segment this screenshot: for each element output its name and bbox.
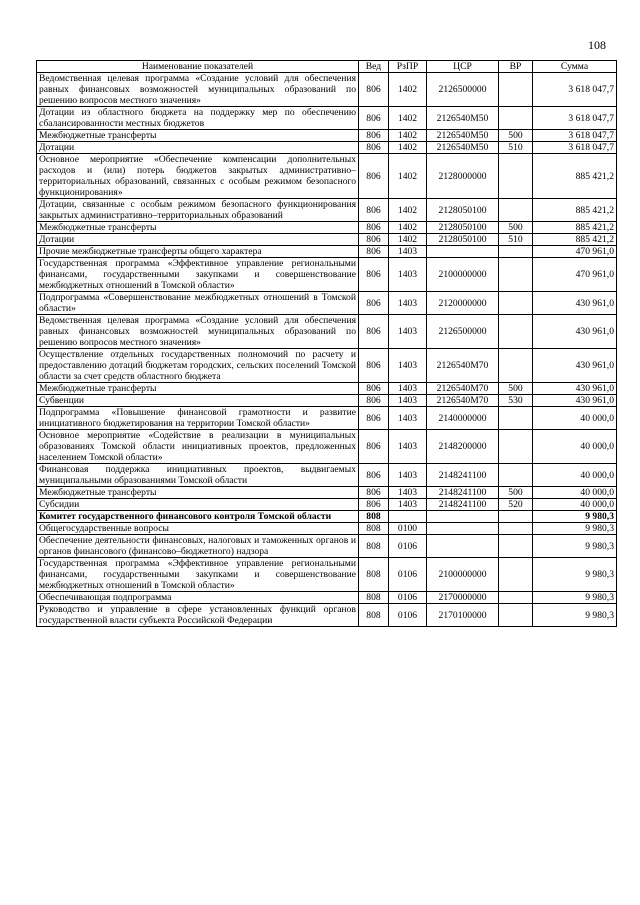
table-header-row — [37, 61, 617, 73]
cell-csr: 2128050100 — [427, 222, 499, 234]
cell-rzpr: 1402 — [389, 222, 427, 234]
cell-ved: 806 — [359, 234, 389, 246]
cell-vr — [499, 292, 533, 315]
cell-csr: 2148241100 — [427, 487, 499, 499]
cell-rzpr: 0106 — [389, 535, 427, 558]
cell-sum: 470 961,0 — [533, 258, 617, 292]
cell-name: Межбюджетные трансферты — [37, 487, 359, 499]
table-row — [37, 73, 617, 107]
cell-name: Ведомственная целевая программа «Создание условий для обеспечения равных финансовых возможностей муниципальных образований по решению вопросов местного значения» — [37, 315, 359, 349]
cell-vr — [499, 464, 533, 487]
table-row — [37, 499, 617, 511]
table-row — [37, 199, 617, 222]
cell-vr — [499, 154, 533, 199]
cell-ved: 808 — [359, 511, 389, 523]
table-row — [37, 511, 617, 523]
cell-csr: 2126540М50 — [427, 130, 499, 142]
cell-rzpr: 1403 — [389, 487, 427, 499]
cell-vr — [499, 523, 533, 535]
table-row — [37, 246, 617, 258]
cell-name: Основное мероприятие «Содействие в реализации в муниципальных образованиях Томской области инициативных проектов, предложенных населением Томской области» — [37, 430, 359, 464]
cell-sum: 9 980,3 — [533, 535, 617, 558]
cell-csr: 2126540М50 — [427, 142, 499, 154]
cell-sum: 9 980,3 — [533, 558, 617, 592]
cell-name: Руководство и управление в сфере установленных функций органов государственной власти субъекта Российской Федерации — [37, 604, 359, 627]
cell-sum: 3 618 047,7 — [533, 130, 617, 142]
cell-name: Ведомственная целевая программа «Создание условий для обеспечения равных финансовых возможностей муниципальных образований по решению вопросов местного значения» — [37, 73, 359, 107]
cell-sum: 3 618 047,7 — [533, 142, 617, 154]
cell-rzpr: 1402 — [389, 154, 427, 199]
table-row — [37, 604, 617, 627]
cell-rzpr: 1402 — [389, 107, 427, 130]
cell-vr — [499, 349, 533, 383]
cell-ved: 806 — [359, 499, 389, 511]
cell-ved: 808 — [359, 523, 389, 535]
table-row — [37, 234, 617, 246]
cell-sum: 430 961,0 — [533, 349, 617, 383]
cell-name: Комитет государственного финансового контроля Томской области — [37, 511, 359, 523]
cell-ved: 808 — [359, 535, 389, 558]
header-name: Наименование показателей — [37, 61, 359, 73]
cell-rzpr: 1403 — [389, 430, 427, 464]
table-row — [37, 464, 617, 487]
cell-ved: 806 — [359, 73, 389, 107]
cell-ved: 808 — [359, 558, 389, 592]
cell-ved: 806 — [359, 107, 389, 130]
cell-csr: 2170000000 — [427, 592, 499, 604]
cell-sum: 430 961,0 — [533, 315, 617, 349]
cell-vr: 530 — [499, 395, 533, 407]
cell-vr — [499, 407, 533, 430]
table-row — [37, 258, 617, 292]
cell-sum: 885 421,2 — [533, 222, 617, 234]
header-sum: Сумма — [533, 61, 617, 73]
cell-rzpr: 1403 — [389, 407, 427, 430]
cell-ved: 806 — [359, 407, 389, 430]
cell-rzpr: 1403 — [389, 499, 427, 511]
cell-sum: 40 000,0 — [533, 464, 617, 487]
cell-rzpr: 1402 — [389, 73, 427, 107]
table-row — [37, 487, 617, 499]
cell-ved: 808 — [359, 604, 389, 627]
header-csr: ЦСР — [427, 61, 499, 73]
cell-vr: 520 — [499, 499, 533, 511]
cell-rzpr: 0106 — [389, 604, 427, 627]
table-row — [37, 383, 617, 395]
table-row — [37, 222, 617, 234]
cell-rzpr — [389, 511, 427, 523]
cell-vr — [499, 258, 533, 292]
table-row — [37, 523, 617, 535]
cell-ved: 806 — [359, 487, 389, 499]
page-number: 108 — [588, 38, 606, 52]
table-row — [37, 407, 617, 430]
cell-vr: 510 — [499, 142, 533, 154]
cell-sum: 470 961,0 — [533, 246, 617, 258]
cell-name: Подпрограмма «Повышение финансовой грамотности и развитие инициативного бюджетирования на территории Томской области» — [37, 407, 359, 430]
cell-name: Государственная программа «Эффективное управление региональными финансами, государственными закупками и совершенствование межбюджетных отношений в Томской области» — [37, 258, 359, 292]
cell-csr: 2170100000 — [427, 604, 499, 627]
cell-vr — [499, 558, 533, 592]
cell-rzpr: 1402 — [389, 142, 427, 154]
cell-csr: 2140000000 — [427, 407, 499, 430]
table-row — [37, 130, 617, 142]
cell-name: Основное мероприятие «Обеспечение компенсации дополнительных расходов и (или) потерь бюджетов закрытых административно–территориальных образований, связанных с особым режимом безопасного функционирования» — [37, 154, 359, 199]
cell-ved: 806 — [359, 246, 389, 258]
cell-rzpr: 1402 — [389, 234, 427, 246]
table-row — [37, 349, 617, 383]
cell-rzpr: 1402 — [389, 199, 427, 222]
cell-rzpr: 1403 — [389, 292, 427, 315]
cell-name: Межбюджетные трансферты — [37, 130, 359, 142]
cell-csr: 2126540М70 — [427, 383, 499, 395]
header-ved: Вед — [359, 61, 389, 73]
cell-csr — [427, 246, 499, 258]
cell-vr — [499, 73, 533, 107]
cell-ved: 806 — [359, 383, 389, 395]
cell-sum: 40 000,0 — [533, 487, 617, 499]
cell-csr: 2148200000 — [427, 430, 499, 464]
cell-csr: 2148241100 — [427, 464, 499, 487]
cell-name: Дотации, связанные с особым режимом безопасного функционирования закрытых административно–территориальных образований — [37, 199, 359, 222]
cell-rzpr: 1403 — [389, 315, 427, 349]
cell-sum: 3 618 047,7 — [533, 107, 617, 130]
cell-rzpr: 1403 — [389, 349, 427, 383]
table-row — [37, 142, 617, 154]
cell-sum: 9 980,3 — [533, 604, 617, 627]
cell-sum: 9 980,3 — [533, 592, 617, 604]
table-row — [37, 154, 617, 199]
cell-csr: 2128000000 — [427, 154, 499, 199]
cell-vr — [499, 511, 533, 523]
cell-name: Межбюджетные трансферты — [37, 383, 359, 395]
cell-sum: 430 961,0 — [533, 383, 617, 395]
cell-name: Межбюджетные трансферты — [37, 222, 359, 234]
cell-ved: 806 — [359, 222, 389, 234]
cell-ved: 806 — [359, 430, 389, 464]
cell-ved: 808 — [359, 592, 389, 604]
cell-vr — [499, 592, 533, 604]
cell-vr: 500 — [499, 487, 533, 499]
cell-vr: 510 — [499, 234, 533, 246]
table-row — [37, 430, 617, 464]
cell-sum: 40 000,0 — [533, 499, 617, 511]
cell-rzpr: 0106 — [389, 558, 427, 592]
cell-csr — [427, 523, 499, 535]
cell-csr: 2126540М70 — [427, 395, 499, 407]
cell-csr — [427, 511, 499, 523]
cell-sum: 3 618 047,7 — [533, 73, 617, 107]
cell-csr: 2126540М50 — [427, 107, 499, 130]
cell-vr — [499, 246, 533, 258]
cell-vr — [499, 107, 533, 130]
cell-sum: 9 980,3 — [533, 523, 617, 535]
table-row — [37, 315, 617, 349]
cell-name: Осуществление отдельных государственных полномочий по расчету и предоставлению дотаций бюджетам городских, сельских поселений Томской области за счет средств областного бюджета — [37, 349, 359, 383]
cell-csr: 2148241100 — [427, 499, 499, 511]
cell-sum: 885 421,2 — [533, 199, 617, 222]
cell-sum: 40 000,0 — [533, 407, 617, 430]
cell-name: Государственная программа «Эффективное управление региональными финансами, государственными закупками и совершенствование межбюджетных отношений в Томской области» — [37, 558, 359, 592]
cell-vr — [499, 199, 533, 222]
cell-rzpr: 0106 — [389, 592, 427, 604]
cell-vr — [499, 315, 533, 349]
table-row — [37, 535, 617, 558]
cell-name: Субвенции — [37, 395, 359, 407]
cell-sum: 40 000,0 — [533, 430, 617, 464]
cell-vr: 500 — [499, 130, 533, 142]
cell-ved: 806 — [359, 395, 389, 407]
header-vr: ВР — [499, 61, 533, 73]
budget-table — [36, 60, 617, 627]
table-row — [37, 107, 617, 130]
cell-name: Прочие межбюджетные трансферты общего характера — [37, 246, 359, 258]
cell-vr — [499, 430, 533, 464]
cell-csr: 2126500000 — [427, 73, 499, 107]
cell-name: Общегосударственные вопросы — [37, 523, 359, 535]
cell-rzpr: 1403 — [389, 383, 427, 395]
cell-ved: 806 — [359, 349, 389, 383]
cell-name: Обеспечение деятельности финансовых, налоговых и таможенных органов и органов финансового (финансово–бюджетного) надзора — [37, 535, 359, 558]
cell-rzpr: 0100 — [389, 523, 427, 535]
cell-name: Обеспечивающая подпрограмма — [37, 592, 359, 604]
table-row — [37, 592, 617, 604]
cell-name: Дотации — [37, 142, 359, 154]
cell-vr: 500 — [499, 383, 533, 395]
table-row — [37, 395, 617, 407]
cell-name: Финансовая поддержка инициативных проектов, выдвигаемых муниципальными образованиями Томской области — [37, 464, 359, 487]
cell-ved: 806 — [359, 154, 389, 199]
cell-sum: 885 421,2 — [533, 234, 617, 246]
cell-csr: 2126540М70 — [427, 349, 499, 383]
cell-name: Субсидии — [37, 499, 359, 511]
cell-rzpr: 1403 — [389, 246, 427, 258]
cell-sum: 885 421,2 — [533, 154, 617, 199]
cell-rzpr: 1402 — [389, 130, 427, 142]
cell-ved: 806 — [359, 258, 389, 292]
cell-csr: 2128050100 — [427, 234, 499, 246]
cell-name: Подпрограмма «Совершенствование межбюджетных отношений в Томской области» — [37, 292, 359, 315]
cell-sum: 9 980,3 — [533, 511, 617, 523]
table-row — [37, 292, 617, 315]
cell-sum: 430 961,0 — [533, 292, 617, 315]
cell-ved: 806 — [359, 199, 389, 222]
cell-rzpr: 1403 — [389, 395, 427, 407]
cell-ved: 806 — [359, 142, 389, 154]
cell-name: Дотации — [37, 234, 359, 246]
cell-csr: 2128050100 — [427, 199, 499, 222]
cell-ved: 806 — [359, 130, 389, 142]
cell-csr: 2120000000 — [427, 292, 499, 315]
cell-rzpr: 1403 — [389, 258, 427, 292]
table-row — [37, 558, 617, 592]
cell-ved: 806 — [359, 292, 389, 315]
cell-csr: 2126500000 — [427, 315, 499, 349]
cell-ved: 806 — [359, 315, 389, 349]
cell-vr: 500 — [499, 222, 533, 234]
cell-name: Дотации из областного бюджета на поддержку мер по обеспечению сбалансированности местных бюджетов — [37, 107, 359, 130]
cell-vr — [499, 604, 533, 627]
cell-vr — [499, 535, 533, 558]
cell-csr: 2100000000 — [427, 558, 499, 592]
cell-sum: 430 961,0 — [533, 395, 617, 407]
cell-csr — [427, 535, 499, 558]
cell-csr: 2100000000 — [427, 258, 499, 292]
header-rzpr: РзПР — [389, 61, 427, 73]
cell-ved: 806 — [359, 464, 389, 487]
cell-rzpr: 1403 — [389, 464, 427, 487]
